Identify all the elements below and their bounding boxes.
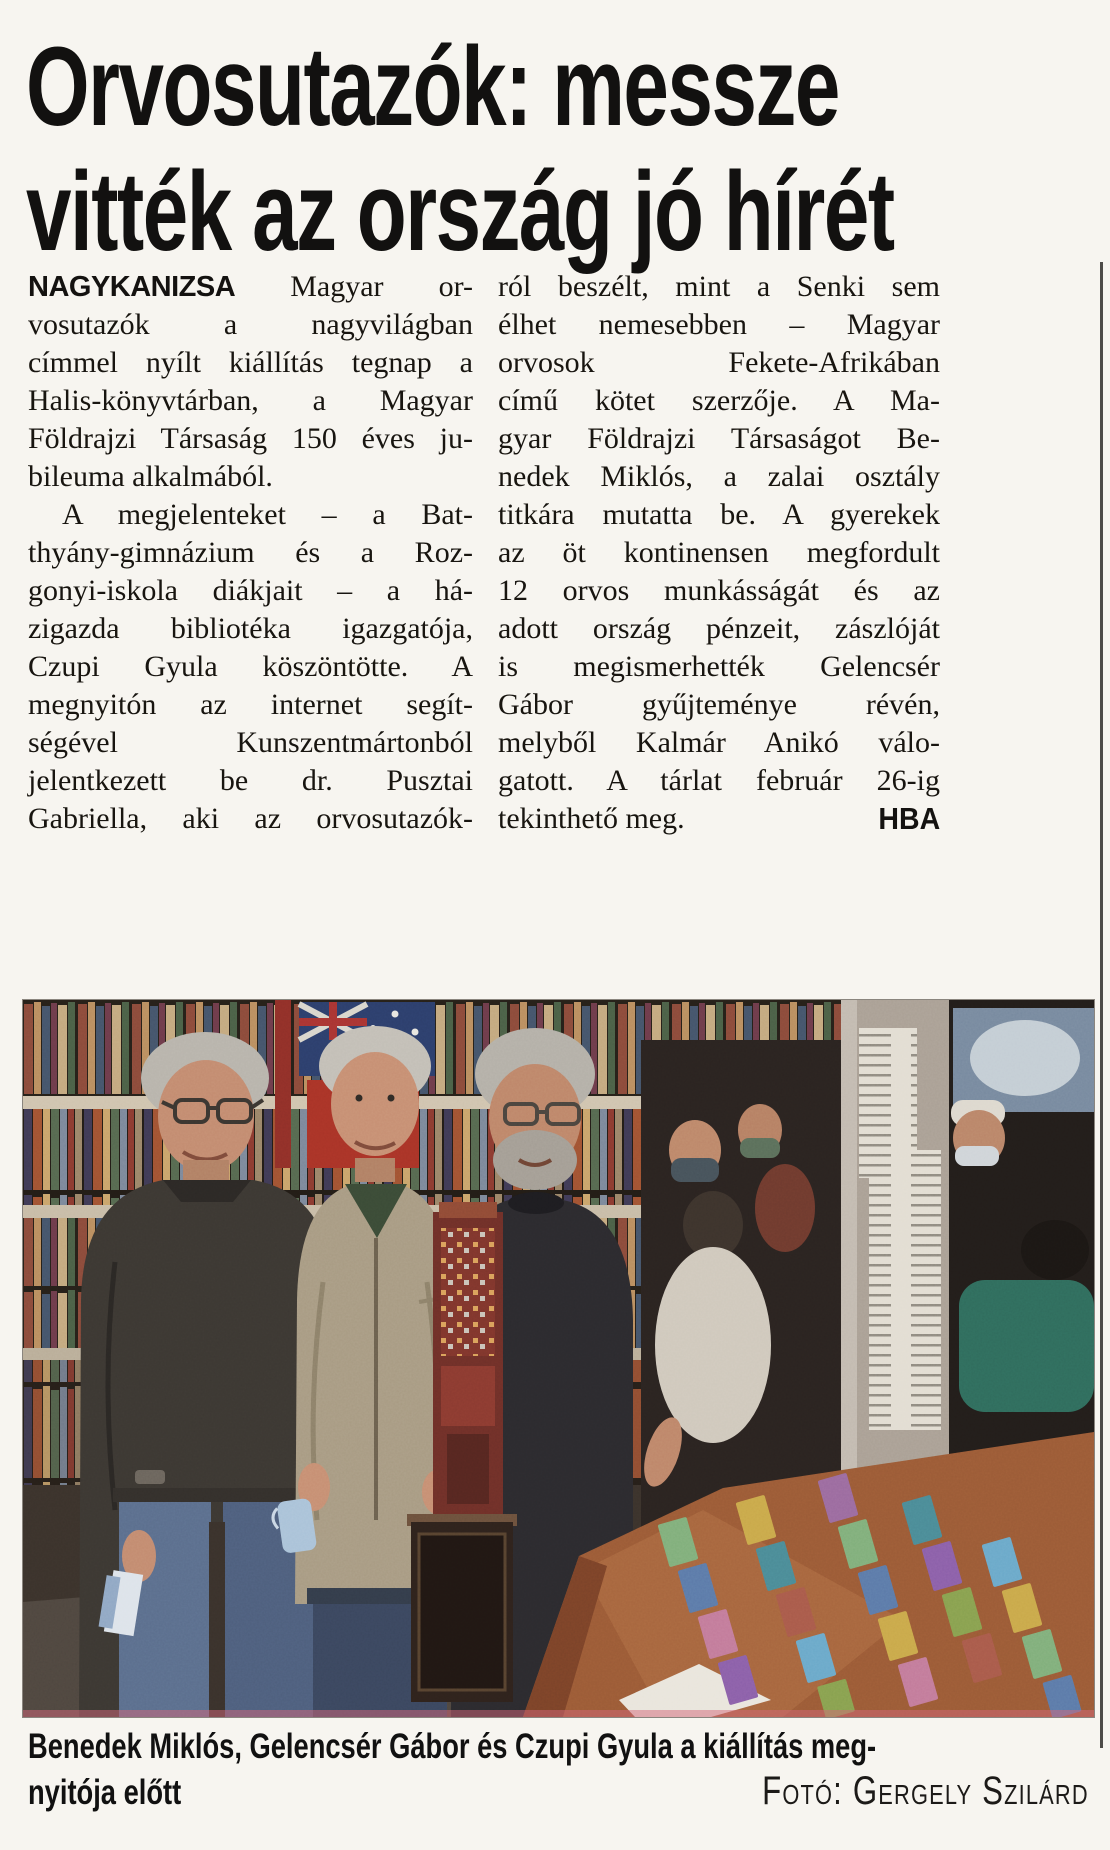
text-line: nedek Miklós, a zalai osztály <box>498 460 940 493</box>
caption-line-2: nyitója előtt <box>28 1773 182 1812</box>
text-line: Földrajzi Társaság 150 éves ju- <box>28 422 473 455</box>
photo-caption <box>28 1724 1089 1815</box>
text-line: Gábor gyűjteménye révén, <box>498 688 940 721</box>
text-line: című kötet szerzője. A Ma- <box>498 384 940 417</box>
text-line: adott ország pénzeit, zászlóját <box>498 612 940 645</box>
headline-line-2: vitték az ország jó hírét <box>26 149 894 274</box>
text-line: gonyi-iskola diákjait – a há- <box>28 574 473 607</box>
text-line: zigazda bibliotéka igazgatója, <box>28 612 473 645</box>
text-line: Halis-könyvtárban, a Magyar <box>28 384 473 417</box>
text-line: titkára mutatta be. A gyerekek <box>498 498 940 531</box>
text-line: HBA tekinthető meg. <box>498 801 940 836</box>
text-line: thyány-gimnázium és a Roz- <box>28 536 473 569</box>
scan-fringe <box>23 1710 1094 1717</box>
caption-line-1: Benedek Miklós, Gelencsér Gábor és Czupi Gyula a kiállítás meg- <box>28 1727 877 1766</box>
text-line: az öt kontinensen megfordult <box>498 536 940 569</box>
text-line: megnyitón az internet segít- <box>28 688 473 721</box>
column-rule <box>1100 262 1103 1748</box>
text-line: vosutazók a nagyvilágban <box>28 308 473 341</box>
text-line: címmel nyílt kiállítás tegnap a <box>28 346 473 379</box>
text-line: bileuma alkalmából. <box>28 460 273 493</box>
text-line: ról beszélt, mint a Senki sem <box>498 270 940 303</box>
text-line: gyar Földrajzi Társaságot Be- <box>498 422 940 455</box>
scan-grain-overlay <box>23 1000 1094 1717</box>
text-line: élhet nemesebben – Magyar <box>498 308 940 341</box>
author-initials: HBA <box>878 801 940 836</box>
text-line: orvosok Fekete-Afrikában <box>498 346 940 379</box>
photo-credit: Fotó: Gergely Szilárd <box>762 1769 1089 1813</box>
dateline: NAGYKANIZSA <box>28 271 236 303</box>
text-line: gatott. A tárlat február 26-ig <box>498 764 940 797</box>
text-line: melyből Kalmár Anikó válo- <box>498 726 940 759</box>
text-line: Czupi Gyula köszöntötte. A <box>28 650 473 683</box>
text-line: ségével Kunszentmártonból <box>28 726 473 759</box>
text-line: 12 orvos munkásságát és az <box>498 574 940 607</box>
article-headline <box>26 24 990 274</box>
body-column-2 <box>498 268 940 838</box>
body-column-1 <box>28 268 473 838</box>
article-photo <box>22 999 1095 1718</box>
text-line: jelentkezett be dr. Pusztai <box>28 764 473 797</box>
text-line: NAGYKANIZSA Magyar or- <box>28 270 473 303</box>
text-line: is megismerhették Gelencsér <box>498 650 940 683</box>
text-line: Gabriella, aki az orvosutazók- <box>28 802 473 835</box>
headline-line-1: Orvosutazók: messze <box>26 24 839 149</box>
text-line: A megjelenteket – a Bat- <box>62 498 473 531</box>
